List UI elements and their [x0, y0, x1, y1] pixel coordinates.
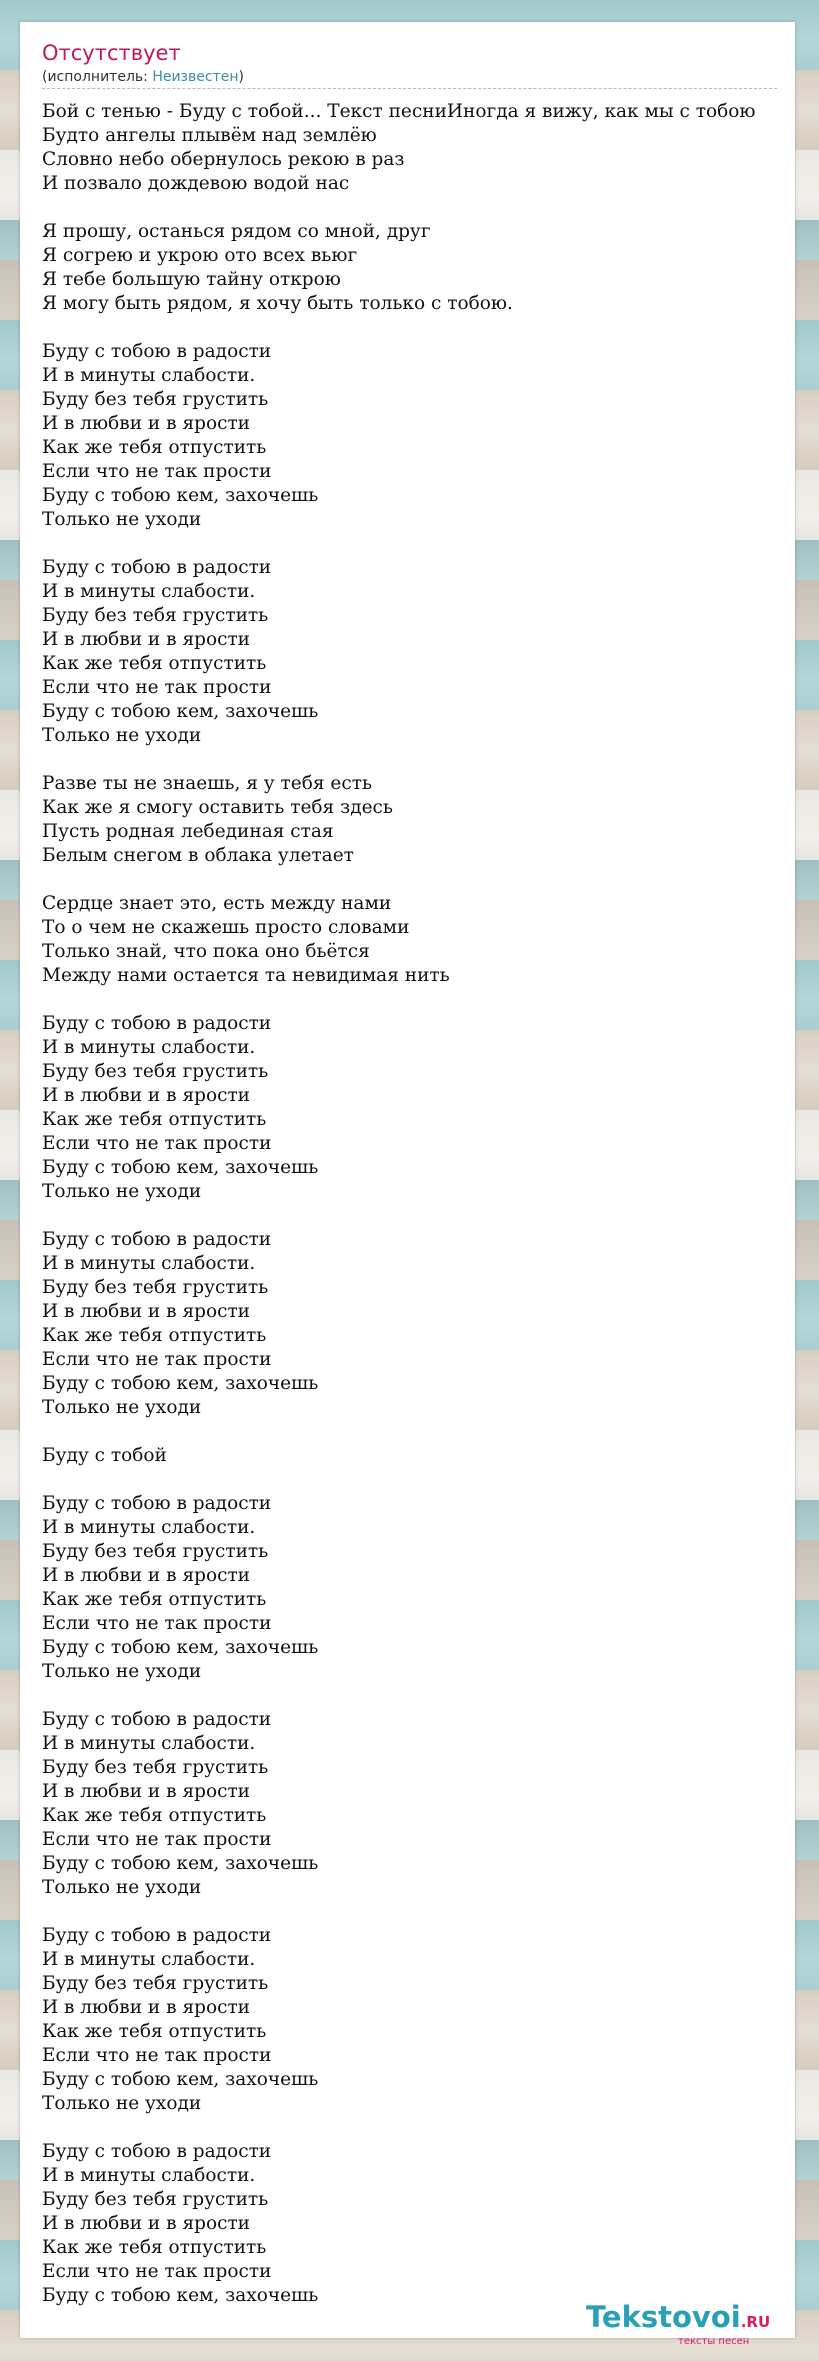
logo-name: Tekstovoi: [586, 2300, 741, 2334]
artist-link[interactable]: Неизвестен: [152, 69, 239, 85]
logo-tagline: тексты песен: [678, 2336, 750, 2347]
title-divider: [42, 88, 777, 89]
artist-prefix: (исполнитель:: [42, 69, 153, 85]
lyrics-card: [20, 22, 795, 2347]
lyrics-text: Бой с тенью - Буду с тобой... Текст песниИногда я вижу, как мы с тобою Будто ангелы плывём над землёю Словно небо обернулось рекою в раз И позвало дождевою водой нас Я прошу, останься рядом со мной, друг Я согрею и укрою ото всех вьюг Я тебе большую тайну открою Я могу быть рядом, я хочу быть только с тобою. Буду с тобою в радости И в минуты слабости. Буду без тебя грустить И в любви и в ярости Как же тебя отпустить Если что не так прости Буду с тобою кем, захочешь Только не уходи Буду с тобою в радости И в минуты слабости. Буду без тебя грустить И в любви и в ярости Как же тебя отпустить Если что не так прости Буду с тобою кем, захочешь Только не уходи Разве ты не знаешь, я у тебя есть Как же я смогу оставить тебя здесь Пусть родная лебединая стая Белым снегом в облака улетает Сердце знает это, есть между нами То о чем не скажешь просто словами Только знай, что пока оно бьётся Между нами остается та невидимая нить Буду с тобою в радости И в минуты слабости. Буду без тебя грустить И в любви и в ярости Как же тебя отпустить Если что не так прости Буду с тобою кем, захочешь Только не уходи Буду с тобою в радости И в минуты слабости. Буду без тебя грустить И в любви и в ярости Как же тебя отпустить Если что не так прости Буду с тобою кем, захочешь Только не уходи Буду с тобой Буду с тобою в радости И в минуты слабости. Буду без тебя грустить И в любви и в ярости Как же тебя отпустить Если что не так прости Буду с тобою кем, захочешь Только не уходи Буду с тобою в радости И в минуты слабости. Буду без тебя грустить И в любви и в ярости Как же тебя отпустить Если что не так прости Буду с тобою кем, захочешь Только не уходи Буду с тобою в радости И в минуты слабости. Буду без тебя грустить И в любви и в ярости Как же тебя отпустить Если что не так прости Буду с тобою кем, захочешь Только не уходи Буду с тобою в радости И в минуты слабости. Буду без тебя грустить И в любви и в ярости Как же тебя отпустить Если что не так прости Буду с тобою кем, захочешь: [42, 101, 756, 2306]
artist-line: [42, 69, 244, 85]
logo-tld: .RU: [740, 2313, 771, 2331]
site-logo[interactable]: [586, 2300, 806, 2360]
song-title: Отсутствует: [42, 41, 181, 65]
logo-wordmark: [586, 2300, 770, 2334]
artist-suffix: ): [238, 69, 244, 85]
